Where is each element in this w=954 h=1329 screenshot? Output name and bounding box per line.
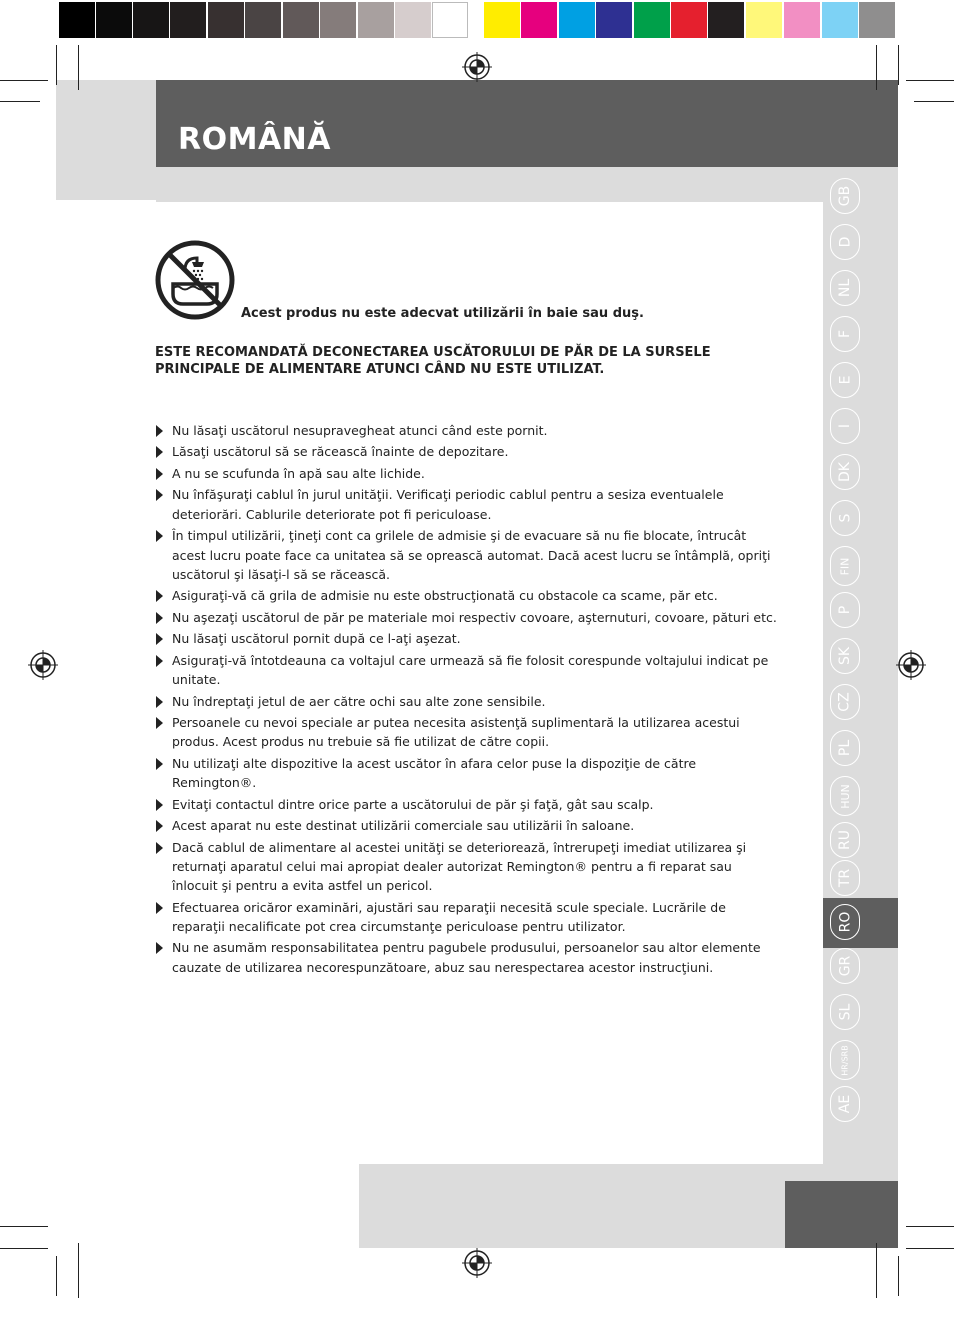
bullet-arrow-icon (156, 590, 163, 602)
bullet-arrow-icon (156, 696, 163, 708)
color-swatch (784, 2, 820, 38)
color-swatch (634, 2, 670, 38)
safety-instruction-text: Nu aşezaţi uscătorul de păr pe materiale moi respectiv covoare, aşternuturi, covoare, pături etc. (172, 609, 777, 625)
bullet-arrow-icon (156, 799, 163, 811)
safety-instruction-text: Nu lăsaţi uscătorul pornit după ce l-aţi aşezat. (172, 631, 461, 647)
language-tab-label: RU (836, 830, 853, 850)
language-tab-label: FIN (838, 557, 852, 575)
color-swatch (859, 2, 895, 38)
language-tab-label: CZ (837, 692, 853, 712)
language-tab-label: DK (837, 462, 853, 482)
safety-instruction-item (155, 816, 780, 835)
language-tab-gr[interactable] (830, 948, 860, 984)
no-bath-shower-icon (155, 240, 235, 320)
language-tab-label: I (836, 423, 853, 429)
language-tab-label: E (836, 375, 853, 385)
bullet-arrow-icon (156, 842, 163, 854)
language-tab-d[interactable] (830, 224, 860, 260)
language-tab-cz[interactable] (830, 684, 860, 720)
language-tab-label: GR (836, 955, 853, 977)
language-tab-dk[interactable] (830, 454, 860, 490)
registration-mark-icon (462, 1248, 492, 1278)
language-tab-label: HR/SRB (840, 1044, 850, 1076)
safety-instruction-text: Asiguraţi-vă întotdeauna ca voltajul care urmează să fie folosit corespunde voltajului indicat pe unitate. (172, 652, 769, 688)
registration-mark-icon (896, 650, 926, 680)
language-tab-p[interactable] (830, 592, 860, 628)
registration-mark-icon (462, 52, 492, 82)
safety-instruction-item (155, 526, 780, 584)
safety-instruction-text: Nu lăsaţi uscătorul nesupravegheat atunci când este pornit. (172, 423, 548, 438)
safety-instruction-item (155, 586, 780, 605)
language-tab-hr-srb[interactable] (830, 1040, 860, 1080)
language-tab-f[interactable] (830, 316, 860, 352)
safety-instruction-item (155, 754, 780, 793)
color-swatch (395, 2, 431, 38)
safety-instruction-item (155, 713, 780, 752)
color-swatch (521, 2, 557, 38)
language-tab-label: TR (837, 868, 853, 888)
safety-instruction-item (155, 938, 780, 977)
bullet-arrow-icon (156, 942, 163, 954)
language-tab-gb[interactable] (830, 178, 860, 214)
registration-mark-icon (28, 650, 58, 680)
safety-instruction-text: Nu înfăşuraţi cablul în jurul unităţii. Verificaţi periodic cablul pentru a sesiza eventualele deteriorări. Cablurile deteriorate pot fi periculoase. (172, 487, 724, 522)
color-swatch (358, 2, 394, 38)
safety-instruction-item (155, 421, 780, 440)
language-tab-label: AE (837, 1094, 853, 1114)
safety-instruction-text: Nu îndreptaţi jetul de aer către ochi sau alte zone sensibile. (172, 693, 546, 709)
bullet-arrow-icon (156, 717, 163, 729)
safety-instruction-text: Nu utilizaţi alte dispozitive la acest uscător în afara celor puse la dispoziţie de către Remington®. (172, 755, 697, 791)
left-grey-panel (56, 80, 156, 200)
language-tab-ro[interactable] (830, 904, 860, 940)
bullet-arrow-icon (156, 633, 163, 645)
language-tab-i[interactable] (830, 408, 860, 444)
color-swatch (559, 2, 595, 38)
language-tab-ae[interactable] (830, 1086, 860, 1122)
color-swatch (320, 2, 356, 38)
color-swatch (283, 2, 319, 38)
language-tab-hun[interactable] (830, 776, 860, 816)
unplug-recommendation: ESTE RECOMANDATĂ DECONECTAREA USCĂTORULUI DE PĂR DE LA SURSELE PRINCIPALE DE ALIMENTARE ATUNCI CÂND NU ESTE UTILIZAT. (155, 345, 711, 377)
bullet-arrow-icon (156, 820, 163, 832)
language-tab-label: NL (837, 278, 853, 298)
language-tab-sl[interactable] (830, 994, 860, 1030)
safety-instruction-text: În timpul utilizării, ţineţi cont ca grilele de admisie şi de evacuare să nu fie blocate, întrucât acest lucru poate face ca unitatea să se oprească automat. Dacă acest lucru se întâmplă, opriţi uscătorul şi lăsaţi-l să se răcească. (172, 528, 771, 582)
safety-instruction-item (155, 795, 780, 814)
language-tab-ru[interactable] (830, 822, 860, 858)
color-swatch (96, 2, 132, 38)
bullet-arrow-icon (156, 468, 163, 480)
safety-instruction-text: Asiguraţi-vă că grila de admisie nu este obstrucţionată cu obstacole ca scame, păr etc. (172, 588, 718, 604)
safety-instruction-item (155, 651, 780, 690)
safety-instruction-item (155, 464, 780, 483)
color-swatch (432, 2, 468, 38)
language-tab-label: GB (836, 185, 853, 207)
language-tab-s[interactable] (830, 500, 860, 536)
color-swatch (671, 2, 707, 38)
language-tab-label: D (837, 236, 853, 248)
language-tab-label: F (837, 329, 853, 339)
language-tab-pl[interactable] (830, 730, 860, 766)
language-tab-label: SL (837, 1003, 853, 1021)
language-tab-e[interactable] (830, 362, 860, 398)
color-swatch (596, 2, 632, 38)
color-swatch (245, 2, 281, 38)
color-swatch (708, 2, 744, 38)
safety-instruction-item (155, 608, 780, 627)
bullet-arrow-icon (156, 489, 163, 501)
safety-instruction-text: Dacă cablul de alimentare al acestei unităţi se deteriorează, întrerupeţi imediat utilizarea şi returnaţi aparatul celui mai apropiat dealer autorizat Remington® pentru a fi reparat sau înlocuit şi pentru a evita astfel un pericol. (172, 839, 747, 894)
safety-instruction-text: Evitaţi contactul dintre orice parte a uscătorului de păr şi faţă, gât sau scalp. (172, 796, 654, 812)
language-tab-label: RO (837, 911, 853, 933)
safety-instruction-item (155, 838, 780, 896)
color-swatch (208, 2, 244, 38)
safety-instruction-item (155, 629, 780, 648)
safety-instructions-list (155, 421, 780, 979)
color-swatch (822, 2, 858, 38)
color-swatch (59, 2, 95, 38)
bullet-arrow-icon (156, 758, 163, 770)
language-tab-sk[interactable] (830, 638, 860, 674)
page-number-box (785, 1181, 898, 1248)
safety-instruction-item (155, 692, 780, 711)
color-swatch (133, 2, 169, 38)
language-tab-nl[interactable] (830, 270, 860, 306)
language-tab-label: HUN (838, 783, 852, 809)
bullet-arrow-icon (156, 902, 163, 914)
language-tab-label: SK (836, 646, 853, 666)
warning-text: Acest produs nu este adecvat utilizării în baie sau duş. (241, 306, 644, 321)
safety-instruction-item (155, 485, 780, 524)
color-swatch (484, 2, 520, 38)
page-title: ROMÂNĂ (178, 122, 331, 157)
color-swatch (170, 2, 206, 38)
language-tab-fin[interactable] (830, 546, 860, 586)
safety-instruction-item (155, 898, 780, 937)
safety-instruction-item (155, 442, 780, 461)
bullet-arrow-icon (156, 425, 163, 437)
safety-instruction-text: A nu se scufunda în apă sau alte lichide. (172, 465, 425, 481)
safety-instruction-text: Lăsaţi uscătorul să se răcească înainte de depozitare. (172, 444, 509, 460)
bullet-arrow-icon (156, 655, 163, 667)
bullet-arrow-icon (156, 530, 163, 542)
language-tab-label: S (836, 513, 853, 523)
header-under-panel (156, 167, 898, 202)
safety-instruction-text: Acest aparat nu este destinat utilizării comerciale sau utilizării în saloane. (172, 818, 635, 834)
safety-instruction-text: Persoanele cu nevoi speciale ar putea necesita asistenţă suplimentară la utilizarea acestui produs. Acest produs nu trebuie să fie utilizat de către copii. (172, 715, 740, 750)
language-tab-label: PL (837, 739, 853, 757)
safety-instruction-text: Nu ne asumăm responsabilitatea pentru pagubele produsului, persoanelor sau altor elemente cauzate de utilizarea necorespunzătoare, abuz sau nerespectarea acestor instrucţiuni. (172, 940, 761, 975)
color-swatch (746, 2, 782, 38)
safety-instruction-text: Efectuarea oricăror examinări, ajustări sau reparaţii necesită scule speciale. Lucrările de reparaţii necalificate pot crea circumstanţe periculoase pentru utilizator. (172, 899, 726, 934)
bullet-arrow-icon (156, 446, 163, 458)
language-tab-label: P (836, 605, 853, 615)
bullet-arrow-icon (156, 612, 163, 624)
language-tab-tr[interactable] (830, 860, 860, 896)
